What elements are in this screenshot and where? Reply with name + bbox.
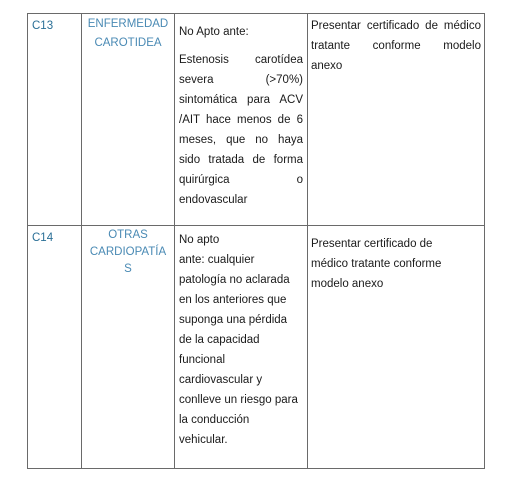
row-requirement [308,226,485,469]
row-code: C14 [28,226,82,469]
condition-line: ante: cualquier [179,254,255,266]
condition-line: sintomática para ACV [179,94,303,106]
row-requirement [308,14,485,226]
condition-line: Estenosis carotídea [179,54,303,66]
condition-line: en los anteriores que [179,294,287,306]
requirement-line: anexo [311,60,343,72]
condition-line: de la capacidad [179,334,260,346]
condition-line: /AIT hace menos de 6 [179,114,303,126]
row-condition [175,14,308,226]
row-condition [175,226,308,469]
row-category [82,14,175,226]
requirements-table [27,13,485,469]
condition-line: la conducción [179,414,250,426]
condition-line: vehicular. [179,434,228,446]
requirement-line: modelo anexo [311,278,384,290]
requirement-line: médico tratante conforme [311,258,442,270]
requirement-line: tratante conforme modelo [311,40,481,52]
row-code: C13 [28,14,82,226]
condition-line: cardiovascular y [179,374,263,386]
condition-line: meses, que no haya [179,134,303,146]
condition-lead: No apto [179,234,220,246]
requirement-line: Presentar certificado de médico [311,20,481,32]
condition-lead: No Apto ante: [179,26,249,38]
category-line: S [124,263,132,275]
condition-line: sido tratada de forma [179,154,303,166]
table-row-c13 [28,14,485,226]
condition-line: quirúrgica o [179,174,303,186]
condition-line: suponga una pérdida [179,314,288,326]
condition-line: severa (>70%) [179,74,303,86]
table-row-c14 [28,226,485,469]
category-line: ENFERMEDAD [87,18,169,30]
category-line: CARDIOPATÍA [89,246,167,258]
condition-line: patología no aclarada [179,274,290,286]
condition-line: endovascular [179,194,248,206]
category-line: CAROTIDEA [94,37,162,49]
category-line: OTRAS [108,229,148,241]
condition-line: funcional [179,354,226,366]
requirement-line: Presentar certificado de [311,238,433,250]
row-category [82,226,175,469]
condition-line: conlleve un riesgo para [179,394,298,406]
